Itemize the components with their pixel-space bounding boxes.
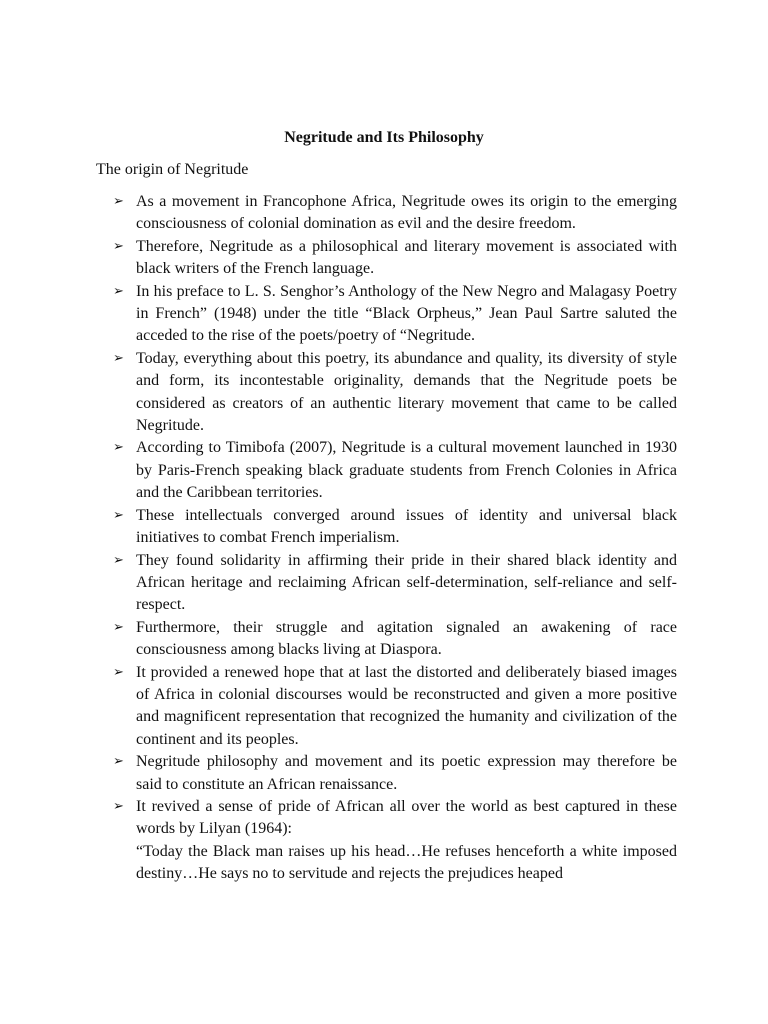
list-item [0,505,768,550]
list-item-text: It revived a sense of pride of African all over the world as best captured in these words by Lilyan (1964): [136,797,677,838]
list-item-text: Today, everything about this poetry, its abundance and quality, its diversity of style and form, its incontestable originality, demands that the Negritude poets be considered as creators of an authentic literary movement that came to be called Negritude. [136,349,677,435]
list-item-text: Negritude philosophy and movement and its poetic expression may therefore be said to constitute an African renaissance. [136,753,677,793]
section-heading: The origin of Negritude [96,161,249,178]
list-item [0,751,768,796]
list-item-text: They found solidarity in affirming their pride in their shared black identity and African heritage and reclaiming African self-determination, self-reliance and self-respect. [136,551,677,614]
list-item [0,617,768,662]
list-item-text: According to Timibofa (2007), Negritude is a cultural movement launched in 1930 by Paris-French speaking black graduate students from French Colonies in Africa and the Caribbean territories. [136,439,677,502]
list-item [0,236,768,281]
arrow-bullet-icon: ➢ [113,238,124,254]
list-item-text: These intellectuals converged around issues of identity and universal black initiatives to combat French imperialism. [136,506,677,547]
arrow-bullet-icon: ➢ [113,664,124,680]
arrow-bullet-icon: ➢ [113,350,124,366]
list-item [0,550,768,617]
arrow-bullet-icon: ➢ [113,440,124,456]
arrow-bullet-icon: ➢ [113,754,124,770]
list-item [0,437,768,504]
arrow-bullet-icon: ➢ [113,798,124,814]
list-item-text: Therefore, Negritude as a philosophical and literary movement is associated with black writers of the French language. [136,237,677,278]
list-item-text: In his preface to L. S. Senghor’s Anthology of the New Negro and Malagasy Poetry in French” (1948) under the title “Black Orpheus,” Jean Paul Sartre saluted the acceded to the rise of the poets/poetry of “Negritude. [136,282,677,345]
list-item [0,348,768,438]
arrow-bullet-icon: ➢ [113,194,124,209]
list-item-text: It provided a renewed hope that at last the distorted and deliberately biased images of Africa in colonial discourses would be reconstructed and given a more positive and magnificent representation that recognized the humanity and civilization of the continent and its peoples. [136,663,677,748]
arrow-bullet-icon: ➢ [113,619,124,635]
list-item-text: Furthermore, their struggle and agitation signaled an awakening of race consciousness among blacks living at Diaspora. [136,618,677,659]
arrow-bullet-icon: ➢ [113,283,124,299]
arrow-bullet-icon: ➢ [113,552,124,568]
list-item [0,796,768,886]
page-title: Negritude and Its Philosophy [284,129,484,146]
list-item [0,281,768,348]
list-item [0,191,768,236]
list-item-text: As a movement in Francophone Africa, Negritude owes its origin to the emerging consciousness of colonial domination as evil and the desire freedom. [136,193,677,233]
bullet-list [0,191,768,886]
list-item [0,662,768,752]
arrow-bullet-icon: ➢ [113,507,124,523]
quotation-text: “Today the Black man raises up his head…He refuses henceforth a white imposed destiny…He says no to servitude and rejects the prejudices heaped [136,842,677,883]
